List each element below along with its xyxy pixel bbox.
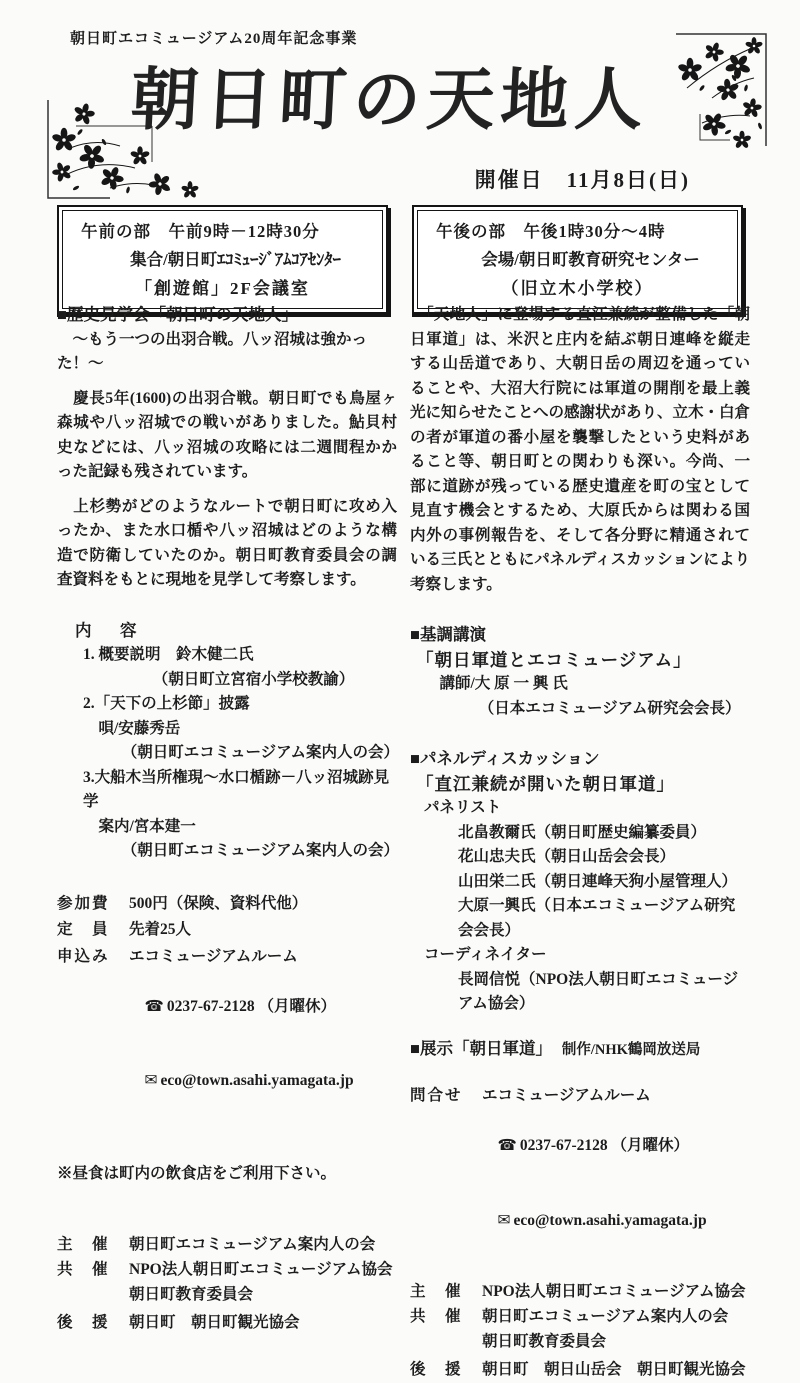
keynote-title: 「朝日軍道とエコミュージアム」 [416, 649, 692, 670]
inquiry-label: 問合せ [410, 1087, 463, 1104]
afternoon-venue: 会場/朝日町教育研究センター [481, 250, 700, 269]
phone-row [482, 1109, 750, 1184]
supporter-value: 朝日町 朝日町観光協会 [129, 1314, 300, 1331]
email-row [482, 1183, 750, 1258]
lunch-note: ※昼食は町内の飲食店をご利用下さい。 [57, 1165, 337, 1182]
program-item: 1. 概要説明 鈴木健二氏 [83, 646, 254, 663]
exhibit-row [410, 1037, 750, 1063]
phone-number: 0237-67-2128 （月曜休） [519, 1137, 690, 1154]
panelist: 花山忠夫氏（朝日山岳会会長） [458, 848, 676, 865]
panelists-label: パネリスト [424, 799, 502, 816]
panelist: 大原一興氏（日本エコミュージアム研究会会長） [458, 897, 736, 939]
keynote-speaker: 講師/大 原 一 興 氏 [424, 675, 568, 692]
organizer-value: NPO法人朝日町エコミュージアム協会 [482, 1282, 746, 1300]
inquiry-row [410, 1084, 750, 1109]
panelist: 山田栄二氏（朝日連峰天狗小屋管理人） [458, 872, 738, 890]
organizer-row [57, 1233, 397, 1258]
history-tour-paragraph-1: 慶長5年(1600)の出羽合戦。朝日町でも鳥屋ヶ森城や八ッ沼城での戦いがありました。鮎貝村史などには、八ッ沼城の攻略には二週間程かかった記録も残されています。 [57, 389, 397, 480]
co-organizer-label: 共 催 [410, 1308, 463, 1325]
organizer-label: 主 催 [410, 1282, 463, 1300]
organizer-row [410, 1280, 750, 1305]
panel-heading: ■パネルディスカッション [410, 749, 600, 768]
afternoon-session-time: 午後の部 午後1時30分～4時 [436, 222, 666, 241]
page-title: 朝日町の天地人 [128, 62, 651, 138]
event-date: 開催日 11月8日(日) [474, 168, 690, 192]
history-tour-heading: ■歴史見学会「朝日町の天地人」 [57, 305, 298, 324]
supporter-label: 後 援 [57, 1314, 110, 1331]
co-organizer-value-2: 朝日町教育委員会 [482, 1332, 607, 1350]
program-item-affiliation: （朝日町エコミュージアム案内人の会） [83, 842, 400, 859]
co-organizer-value: 朝日町エコミュージアム案内人の会 [482, 1308, 729, 1325]
application-row [57, 945, 397, 970]
supporter-row [57, 1311, 397, 1336]
capacity-row [57, 918, 397, 943]
fee-row [57, 892, 397, 917]
morning-session-box [57, 205, 388, 314]
email-address: eco@town.asahi.yamagata.jp [160, 1072, 354, 1089]
phone-icon: ☎ [144, 996, 164, 1015]
gundo-paragraph: 「天地人」に登場する直江兼続が整備した「朝日軍道」は、米沢と庄内を結ぶ朝日連峰を縦走する山岳道であり、大朝日岳の周辺を通っていることや、大沼大行院には軍道の開削を最上義光に知らせたことへの感謝状があり、立木・白倉の者が軍道の番小屋を襲撃したという史料があること等、朝日町との関わりも深い。今尚、一部に道跡が残っている歴史遺産を町の宝として見直す機会とするため、大原氏からは関わる国内外の事例報告を、そして各分野に精通されている三氏とともにパネルディスカッションにより考察します。 [410, 306, 750, 593]
coordinator-value: 長岡信悦（NPO法人朝日町エコミュージアム協会） [458, 970, 739, 1012]
capacity-value: 先着25人 [129, 921, 192, 938]
history-tour-subtitle: ～もう一つの出羽合戦。八ッ沼城は強かった！～ [57, 330, 368, 372]
exhibit-heading: ■展示「朝日軍道」 [410, 1038, 552, 1058]
co-organizer-label: 共 催 [57, 1261, 110, 1278]
supporter-label: 後 援 [410, 1361, 463, 1378]
right-credits [410, 1280, 750, 1383]
coordinator-label: コーディネイター [424, 946, 547, 963]
capacity-label: 定 員 [57, 921, 110, 938]
application-value: エコミュージアムルーム [129, 947, 298, 965]
fee-value: 500円（保険、資料代他） [129, 894, 308, 912]
co-organizer-value-2: 朝日町教育委員会 [129, 1285, 254, 1303]
program-item: 2.「天下の上杉節」披露 [83, 695, 250, 712]
afternoon-session-box [412, 205, 743, 314]
application-label: 申込み [57, 947, 110, 965]
panel-title: 「直江兼続が開いた朝日軍道」 [416, 773, 675, 794]
history-tour-paragraph-2: 上杉勢がどのようなルートで朝日町に攻め入ったか、また水口楯や八ッ沼城はどのような構造で防衛していたのか。朝日町教育委員会の調査資料をもとに現地を見学して考察します。 [57, 497, 397, 588]
contents-heading: 内 容 [75, 620, 143, 640]
left-credits [57, 1233, 397, 1336]
morning-session-time: 午前の部 午前9時－12時30分 [81, 222, 320, 241]
morning-meeting-place: 集合/朝日町ｴｺﾐｭｰｼﾞｱﾑｺｱｾﾝﾀｰ [130, 250, 341, 269]
organizer-value: 朝日町エコミュージアム案内人の会 [129, 1235, 376, 1253]
left-column [57, 303, 400, 1336]
supporter-row [410, 1358, 750, 1383]
fee-label: 参加費 [57, 894, 110, 912]
program-item-affiliation: （朝日町立宮宿小学校教諭） [83, 670, 355, 688]
email-row [129, 1044, 397, 1119]
program-item-performer: 唄/安藤秀岳 [83, 719, 181, 737]
program-item: 3.大船木当所権現～水口楯跡－八ッ沼城跡見学 [83, 768, 390, 810]
program-label: 朝日町エコミュージアム20周年記念事業 [70, 31, 358, 47]
co-organizer-row [57, 1258, 397, 1283]
email-icon: ✉ [497, 1210, 511, 1229]
phone-icon: ☎ [497, 1136, 517, 1154]
phone-number: 0237-67-2128 （月曜休） [166, 997, 337, 1015]
program-item-guide: 案内/宮本建一 [83, 817, 196, 835]
panelist: 北畠教爾氏（朝日町歴史編纂委員） [458, 823, 707, 841]
morning-meeting-room: 「創遊館」2F会議室 [135, 279, 310, 298]
inquiry-value: エコミュージアムルーム [482, 1087, 651, 1104]
email-address: eco@town.asahi.yamagata.jp [513, 1211, 707, 1229]
right-column [410, 303, 750, 1383]
co-organizer-value: NPO法人朝日町エコミュージアム協会 [129, 1261, 393, 1278]
co-organizer-row [410, 1305, 750, 1330]
afternoon-venue-note: （旧立木小学校） [501, 279, 654, 298]
keynote-affiliation: （日本エコミュージアム研究会会長） [440, 699, 741, 717]
email-icon: ✉ [144, 1071, 158, 1089]
exhibit-credit: 制作/NHK鶴岡放送局 [561, 1041, 701, 1058]
organizer-label: 主 催 [57, 1235, 110, 1253]
program-item-affiliation: （朝日町エコミュージアム案内人の会） [83, 744, 400, 761]
supporter-value: 朝日町 朝日山岳会 朝日町観光協会 [482, 1361, 746, 1378]
keynote-heading: ■基調講演 [410, 625, 486, 644]
phone-row [129, 969, 397, 1044]
